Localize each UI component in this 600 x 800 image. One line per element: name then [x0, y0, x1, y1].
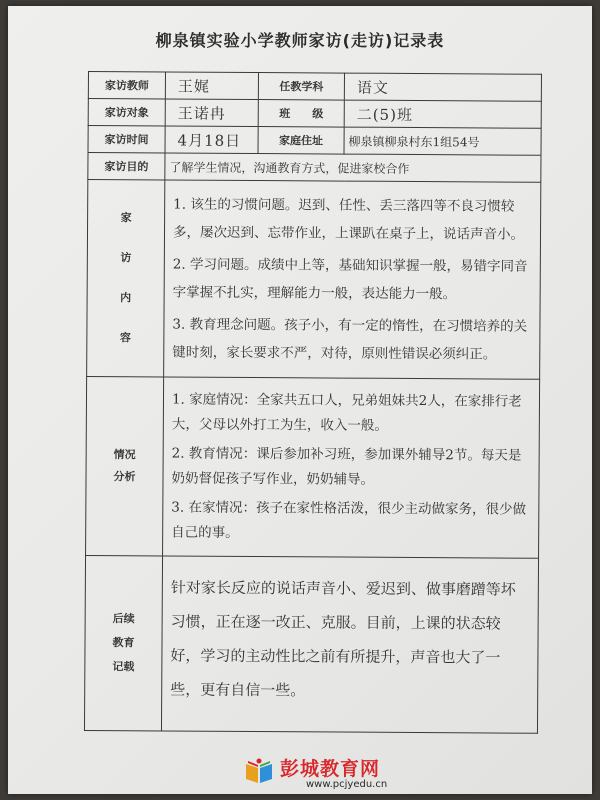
book-logo-icon	[244, 758, 274, 784]
analysis-item: 1. 家庭情况：全家共五口人，兄弟姐妹共2人，在家排行老大，父母以外打工为生，收入一般。	[171, 391, 522, 434]
row-teacher	[88, 72, 541, 102]
label-followup-char: 记载	[112, 660, 135, 674]
value-teacher: 王娓	[165, 72, 258, 100]
label-content-char: 访	[120, 251, 132, 265]
followup-item: 针对家长反应的说话声音小、爱迟到、做事磨蹭等坏习惯，正在逐一改正、克服。目前，上课的状态较好，学习的主动性比之前有所提升，声音也大了一些，更有自信一些。	[170, 578, 516, 700]
value-time: 4月18日	[165, 126, 258, 154]
analysis-body	[163, 377, 540, 558]
label-teacher: 家访教师	[88, 72, 165, 99]
content-item: 2. 学习问题。成绩中上等，基础知识掌握一般，易错字同音字掌握不扎实，理解能力一般，表达能力一般。	[172, 256, 528, 303]
site-watermark	[244, 754, 464, 794]
watermark-name: 彭城教育网	[280, 758, 381, 780]
row-purpose	[88, 153, 541, 183]
label-followup-char: 教育	[112, 636, 135, 650]
row-analysis	[86, 376, 540, 558]
label-content-char: 容	[119, 331, 131, 345]
form-paper	[8, 6, 592, 794]
analysis-item: 3. 在家情况：孩子在家性格活泼，很少主动做家务，很少做自己的事。	[171, 499, 527, 541]
value-class: 二(5)班	[344, 100, 541, 128]
row-content	[87, 180, 541, 380]
value-subject: 语文	[344, 73, 541, 101]
label-followup	[84, 555, 162, 730]
label-analysis	[86, 376, 164, 555]
label-analysis-char: 情况	[113, 448, 136, 462]
row-target	[88, 99, 541, 129]
content-item: 1. 该生的习惯问题。迟到、任性、丢三落四等不良习惯较多，屡次迟到、忘带作业，上课趴在桌子上，说话声音小。	[172, 196, 525, 243]
label-purpose: 家访目的	[88, 153, 165, 180]
content-item: 3. 教育理念问题。孩子小，有一定的惰性，在习惯培养的关键时刻，家长要求不严，对待，原则性错误必须纠正。	[172, 316, 528, 363]
label-address: 家庭住址	[258, 127, 344, 155]
label-subject: 任教学科	[258, 73, 344, 101]
value-target: 王诺冉	[165, 99, 258, 127]
label-class: 班 级	[258, 100, 344, 128]
row-time	[88, 126, 541, 156]
value-address: 柳泉镇柳泉村东1组54号	[344, 127, 541, 155]
content-body	[164, 180, 541, 379]
followup-body	[161, 556, 538, 733]
label-analysis-char: 分析	[113, 470, 136, 484]
label-time: 家访时间	[88, 126, 165, 153]
label-followup-char: 后续	[112, 612, 135, 626]
form-title: 柳泉镇实验小学教师家访(走访)记录表	[155, 31, 445, 50]
label-content-char: 家	[120, 211, 132, 225]
visit-record-table	[84, 71, 542, 734]
value-purpose: 了解学生情况，沟通教育方式，促进家校合作	[165, 153, 541, 182]
row-followup	[84, 555, 538, 733]
analysis-item: 2. 教育情况：课后参加补习班，参加课外辅导2节。每天是奶奶督促孩子写作业，奶奶辅导。	[171, 445, 522, 488]
watermark-url: www.pcjyedu.cn	[306, 779, 388, 790]
label-content	[87, 180, 165, 377]
label-content-char: 内	[120, 291, 132, 305]
label-target: 家访对象	[88, 99, 165, 126]
